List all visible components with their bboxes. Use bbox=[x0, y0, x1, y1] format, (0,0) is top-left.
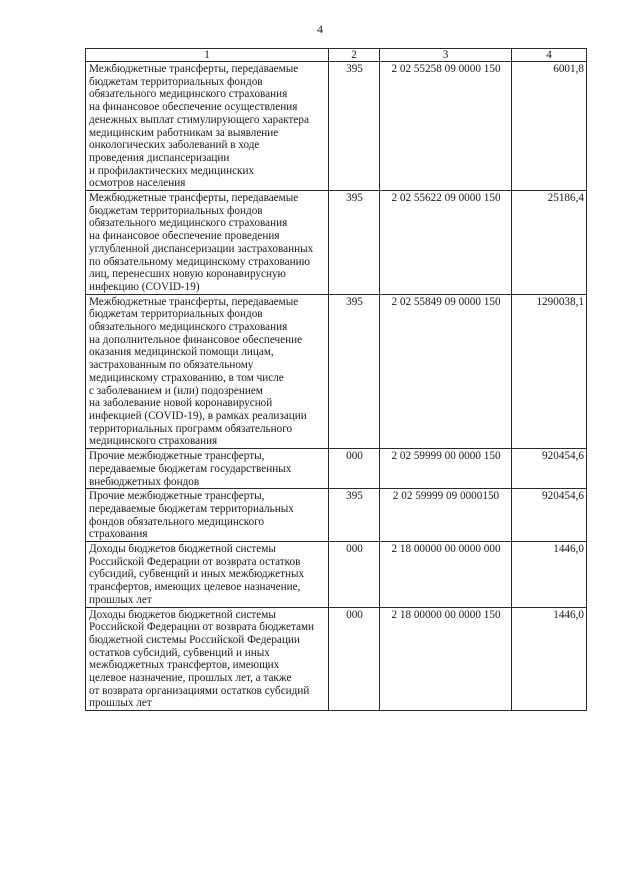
row-admin-code-cell: 000 bbox=[329, 607, 380, 711]
row-amount-cell: 1290038,1 bbox=[512, 294, 587, 448]
row-budget-code-cell: 2 18 00000 00 0000 000 bbox=[380, 542, 512, 608]
row-admin-code-cell: 395 bbox=[329, 62, 380, 191]
row-name-cell: Прочие межбюджетные трансферты, передаваемые бюджетам территориальных фондов обязательного медицинского страхования bbox=[86, 489, 329, 542]
table-row bbox=[86, 191, 587, 295]
table-row bbox=[86, 449, 587, 489]
budget-revenue-table bbox=[85, 48, 587, 711]
row-budget-code-cell: 2 18 00000 00 0000 150 bbox=[380, 607, 512, 711]
row-budget-code-cell: 2 02 55622 09 0000 150 bbox=[380, 191, 512, 295]
row-admin-code-cell: 395 bbox=[329, 489, 380, 542]
row-budget-code-cell: 2 02 55849 09 0000 150 bbox=[380, 294, 512, 448]
row-budget-code-cell: 2 02 59999 00 0000 150 bbox=[380, 449, 512, 489]
row-name-cell: Межбюджетные трансферты, передаваемые бюджетам территориальных фондов обязательного медицинского страхования на дополнительное финансовое обеспечение оказания медицинской помощи лицам, застрахованным по обязательному медицинскому страхованию, в том числе с заболеванием и (или) подозрением на заболевание новой коронавирусной инфекцией (COVID-19), в рамках реализации территориальных программ обязательного медицинского страхования bbox=[86, 294, 329, 448]
row-amount-cell: 1446,0 bbox=[512, 607, 587, 711]
column-header-3: 3 bbox=[380, 49, 512, 62]
row-name-cell: Доходы бюджетов бюджетной системы Российской Федерации от возврата бюджетами бюджетной системы Российской Федерации остатков субсидий, субвенций и иных межбюджетных трансфертов, имеющих целевое назначение, прошлых лет, а также от возврата организациями остатков субсидий прошлых лет bbox=[86, 607, 329, 711]
row-amount-cell: 920454,6 bbox=[512, 489, 587, 542]
row-amount-cell: 920454,6 bbox=[512, 449, 587, 489]
table-row bbox=[86, 294, 587, 448]
row-name-cell: Межбюджетные трансферты, передаваемые бюджетам территориальных фондов обязательного медицинского страхования на финансовое обеспечение осуществления денежных выплат стимулирующего характера медицинским работникам за выявление онкологических заболеваний в ходе проведения диспансеризации и профилактических медицинских осмотров населения bbox=[86, 62, 329, 191]
row-amount-cell: 6001,8 bbox=[512, 62, 587, 191]
table-row bbox=[86, 542, 587, 608]
table-row bbox=[86, 62, 587, 191]
row-name-cell: Доходы бюджетов бюджетной системы Российской Федерации от возврата остатков субсидий, субвенций и иных межбюджетных трансфертов, имеющих целевое назначение, прошлых лет bbox=[86, 542, 329, 608]
column-header-1: 1 bbox=[86, 49, 329, 62]
table-row bbox=[86, 607, 587, 711]
row-admin-code-cell: 395 bbox=[329, 191, 380, 295]
row-name-cell: Прочие межбюджетные трансферты, передаваемые бюджетам государственных внебюджетных фондов bbox=[86, 449, 329, 489]
row-amount-cell: 1446,0 bbox=[512, 542, 587, 608]
row-budget-code-cell: 2 02 59999 09 0000150 bbox=[380, 489, 512, 542]
row-admin-code-cell: 000 bbox=[329, 449, 380, 489]
row-budget-code-cell: 2 02 55258 09 0000 150 bbox=[380, 62, 512, 191]
row-name-cell: Межбюджетные трансферты, передаваемые бюджетам территориальных фондов обязательного медицинского страхования на финансовое обеспечение проведения углубленной диспансеризации застрахованных по обязательному медицинскому страхованию лиц, перенесших новую коронавирусную инфекцию (COVID-19) bbox=[86, 191, 329, 295]
table-row bbox=[86, 489, 587, 542]
column-header-4: 4 bbox=[512, 49, 587, 62]
page-number: 4 bbox=[317, 22, 323, 36]
row-amount-cell: 25186,4 bbox=[512, 191, 587, 295]
table-header-row bbox=[86, 49, 587, 62]
row-admin-code-cell: 000 bbox=[329, 542, 380, 608]
row-admin-code-cell: 395 bbox=[329, 294, 380, 448]
column-header-2: 2 bbox=[329, 49, 380, 62]
